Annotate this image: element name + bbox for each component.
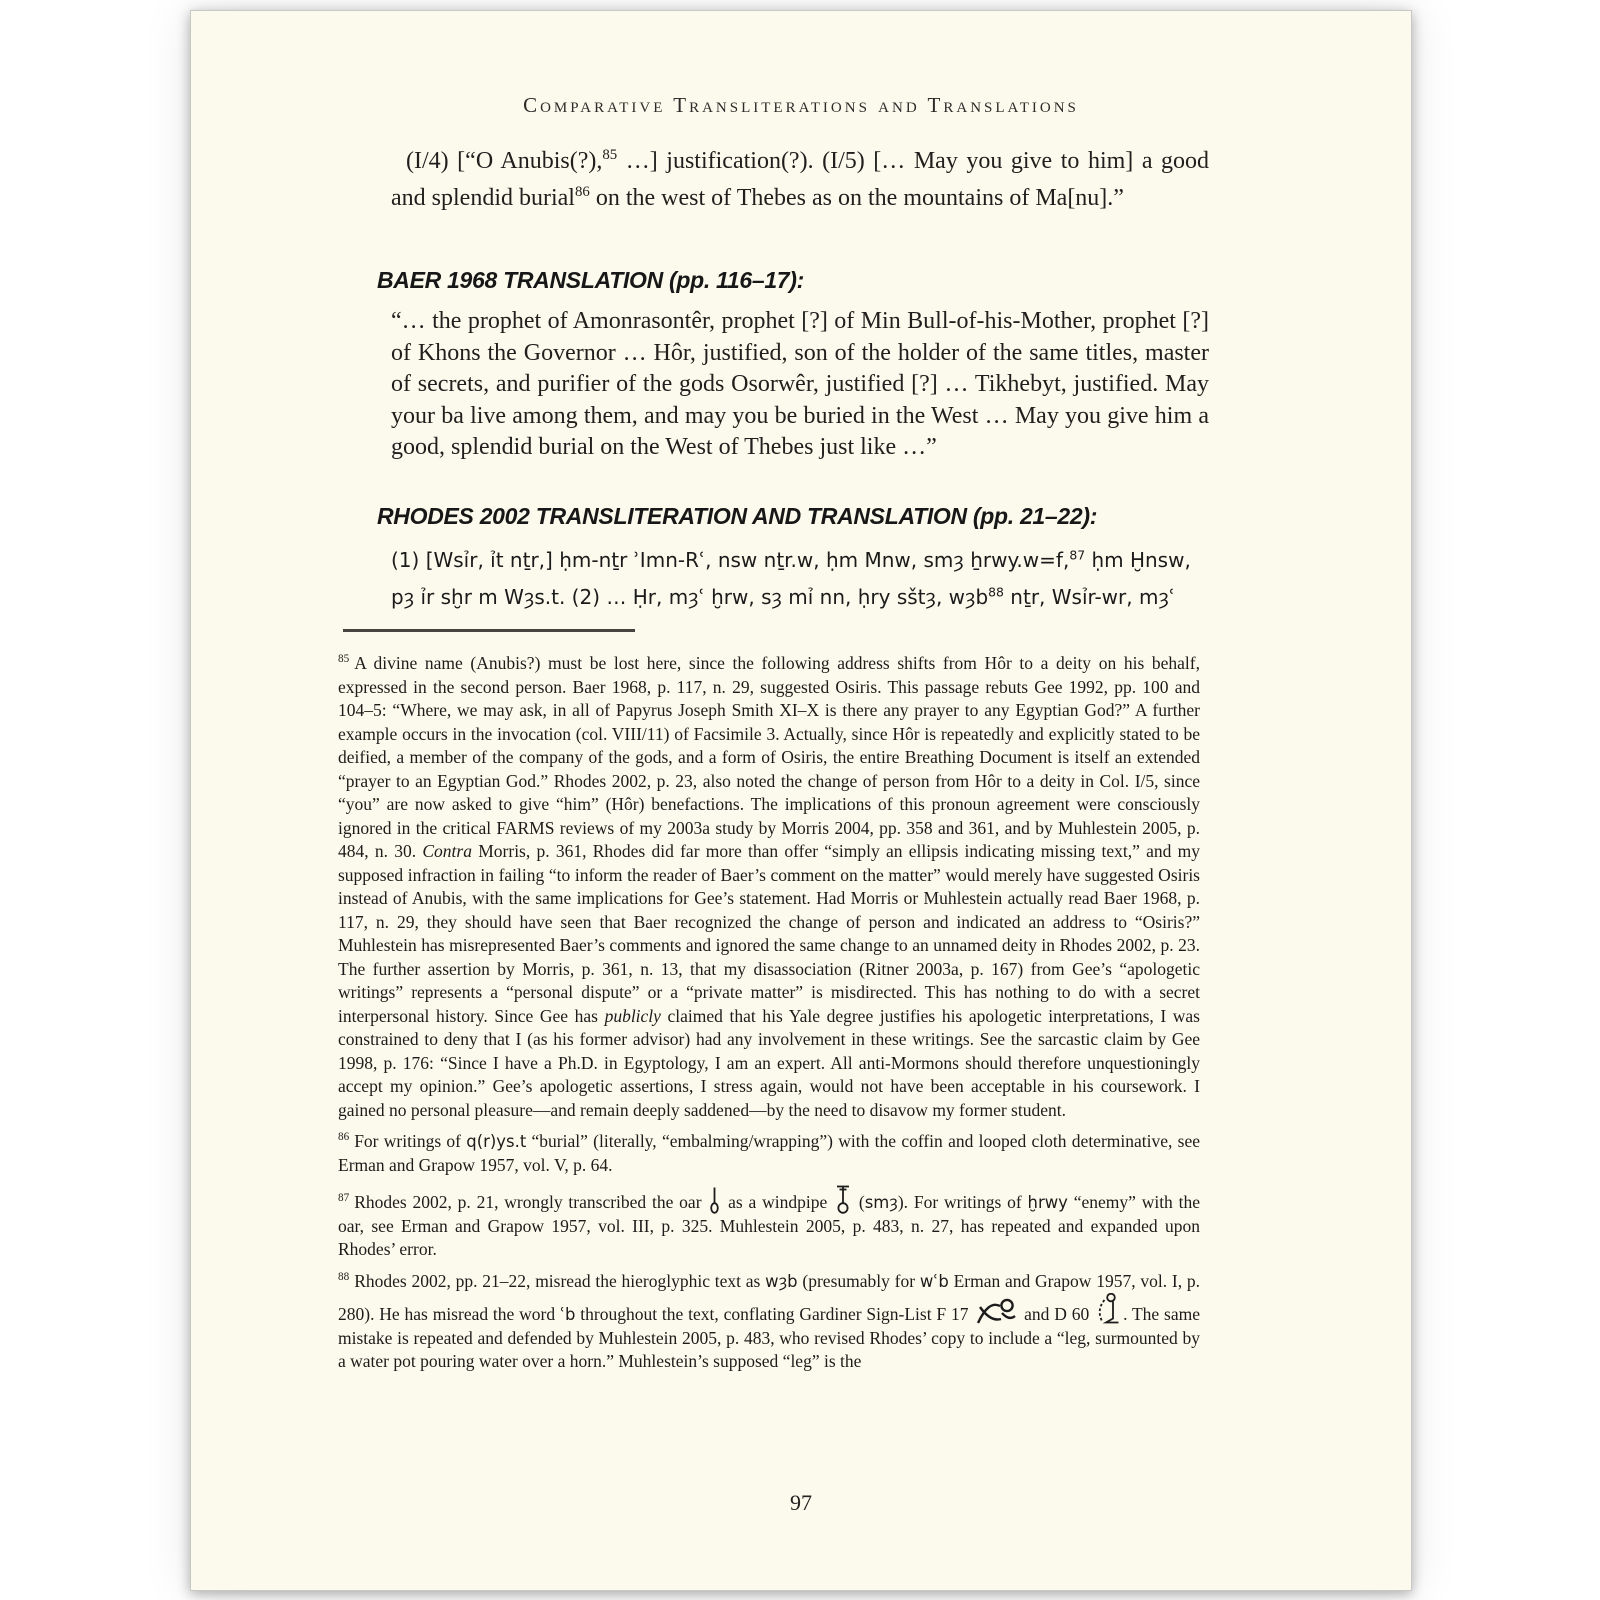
footnote-number: 88: [338, 1270, 350, 1283]
rhodes-transliteration: [391, 542, 1191, 616]
footnotes: [338, 652, 1200, 1382]
page-number: 97: [790, 1490, 812, 1515]
baer-section-heading: BAER 1968 TRANSLATION (pp. 116–17):: [377, 267, 805, 293]
transliteration-line-1: (1) [Wsỉr, ỉt nṯr,] ḥm-nṯr ʾImn-Rʿ, nsw nṯr.w, ḥm Mnw, smȝ ẖrwy.w=f,$^{87}$ ḥm Ḫnsw,: [391, 547, 1191, 572]
intro-quote-paragraph: (I/4) [“O Anubis(?),$^{85}$ …] justification(?). (I/5) [… May you give to him] a good and splendid burial$^{86}$ on the west of Thebes as on the mountains of Ma[nu].”: [391, 147, 1210, 211]
footnote-87: $^{87}$ Rhodes 2002, p. 21, wrongly transcribed the oar as a windpipe (smȝ). For writings of ḫrwy “enemy” with the oar, see Erman and Grapow 1957, vol. III, p. 325. Muhlestein 2005, p. 483, n. 27, has repeated and expanded upon Rhodes’ error.: [338, 1185, 1200, 1262]
baer-translation-paragraph: “… the prophet of Amonrasontêr, prophet [?] of Min Bull-of-his-Mother, prophet [?] of Khons the Governor … Hôr, justified, son of the holder of the same titles, master of secrets, and purifier of the gods Osorwêr, justified [?] … Tikhebyt, justified. May your ba live among them, and may you be buried in the West … May you give him a good, splendid burial on the West of Thebes just like …”: [391, 308, 1209, 460]
footnote-number: 87: [338, 1192, 350, 1205]
footnote-number: 86: [338, 1131, 350, 1144]
footnote-85: $^{85}$ A divine name (Anubis?) must be lost here, since the following address shifts from Hôr to a deity on his behalf, expressed in the second person. Baer 1968, p. 117, n. 29, suggested Osiris. This passage rebuts Gee 1992, pp. 100 and 104–5: “Where, we may ask, in all of Papyrus Joseph Smith XI–X is there any prayer to any Egyptian God?” A further example occurs in the invocation (col. VIII/11) of Facsimile 3. Actually, since Hôr is repeatedly and explicitly stated to be deified, a member of the company of the gods, and a form of Osiris, the entire Breathing Document is itself an extended “prayer to an Egyptian God.” Rhodes 2002, p. 23, also noted the change of person from Hôr to a deity in Col. I/5, since “you” are now asked to give “him” (Hôr) benefactions. The implications of this pronoun agreement were consciously ignored in the critical FARMS reviews of my 2003a study by Morris 2004, pp. 358 and 361, and by Muhlestein 2005, p. 484, n. 30. Contra Morris, p. 361, Rhodes did far more than offer “simply an ellipsis indicating missing text,” and my supposed infraction in failing “to inform the reader of Baer’s comment on the matter” would merely have suggested Osiris instead of Anubis, with the same implications for Gee’s statement. Had Morris or Muhlestein actually read Baer 1968, p. 117, n. 29, they should have seen that Baer recognized the change of person and indicated an address to “Osiris?” Muhlestein has misrepresented Baer’s comments and ignored the same change to an unnamed deity in Rhodes 2002, p. 23. The further assertion by Morris, p. 361, n. 13, that my disassociation (Ritner 2003a, p. 167) from Gee’s “apologetic writings” represents a “personal dispute” or a “private matter” is misdirected. This has nothing to do with a secret interpersonal history. Since Gee has publicly claimed that his Yale degree justifies his apologetic interpretations, I was constrained to deny that I (as his former advisor) had any involvement in these writings. See the sarcastic claim by Gee 1998, p. 176: “Since I have a Ph.D. in Egyptology, I am an expert. All anti-Mormons should therefore unquestioningly accept my opinion.” Gee’s apologetic assertions, I stress again, would not have been acceptable in his coursework. I gained no personal pleasure—and remain deeply saddened—by the need to disavow my former student.: [338, 653, 1200, 1120]
d60-hieroglyph-icon: [1096, 1293, 1121, 1326]
running-head: Comparative Transliterations and Translations: [523, 93, 1079, 117]
book-page: [190, 10, 1412, 1591]
footnote-86: $^{86}$ For writings of q(r)ys.t “burial” (literally, “embalming/wrapping”) with the coffin and looped cloth determinative, see Erman and Grapow 1957, vol. V, p. 64.: [338, 1131, 1201, 1175]
f17-hieroglyph-icon: [975, 1296, 1017, 1326]
rhodes-section-heading: RHODES 2002 TRANSLITERATION AND TRANSLATION (pp. 21–22):: [377, 503, 1098, 529]
windpipe-hieroglyph-icon: [835, 1185, 851, 1214]
transliteration-line-2: pȝ ỉr sḫr m Wȝs.t. (2) … Ḥr, mȝʿ ḫrw, sȝ mỉ nn, ḥry sštȝ, wȝb$^{88}$ nṯr, Wsỉr-wr, mȝʿ: [391, 584, 1176, 609]
footnote-88: $^{88}$ Rhodes 2002, pp. 21–22, misread the hieroglyphic text as wȝb (presumably for wʿb Erman and Grapow 1957, vol. I, p. 280). He has misread the word ʿb throughout the text, conflating Gardiner Sign-List F 17 and D 60 . The same mistake is repeated and defended by Muhlestein 2005, p. 483, who revised Rhodes’ copy to include a “leg, surmounted by a water pot pouring water over a horn.” Muhlestein’s supposed “leg” is the: [338, 1270, 1200, 1371]
footnote-number: 85: [338, 653, 350, 666]
footnote-separator-rule: [343, 629, 635, 632]
oar-hieroglyph-icon: [709, 1187, 720, 1214]
